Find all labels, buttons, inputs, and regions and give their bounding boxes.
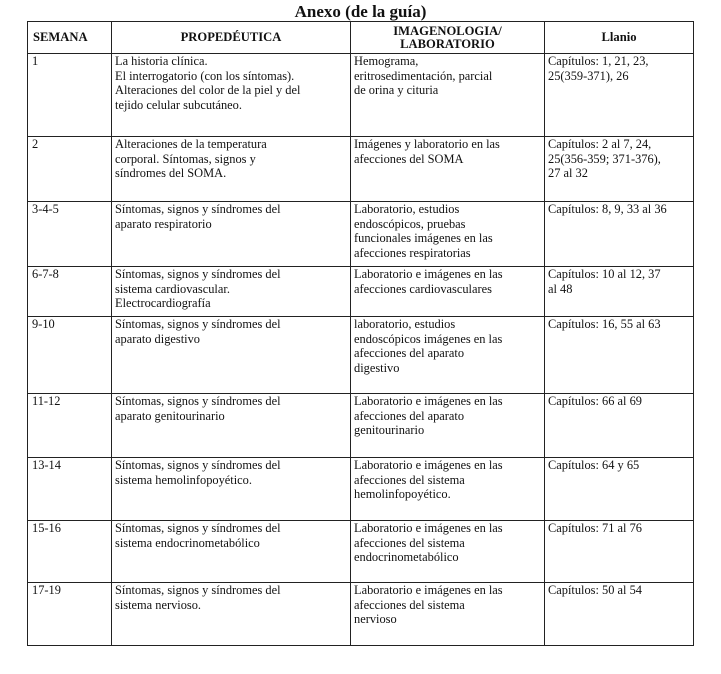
cell-imagenologia-line: Laboratorio, estudios — [354, 202, 460, 216]
cell-imagenologia-line: eritrosedimentación, parcial — [354, 68, 493, 83]
cell-imagenologia-line: afecciones del aparato — [354, 346, 465, 361]
cell-propedeutica — [112, 583, 351, 646]
cell-imagenologia — [351, 458, 545, 521]
cell-propedeutica-line: El interrogatorio (con los síntomas). — [115, 68, 295, 83]
cell-llanio — [545, 394, 694, 458]
cell-llanio-line: Capítulos: 1, 21, 23, — [548, 54, 649, 68]
cell-semana: 3-4-5 — [28, 202, 112, 267]
schedule-table — [27, 21, 694, 646]
cell-llanio — [545, 583, 694, 646]
cell-imagenologia-line: Hemograma, — [354, 54, 419, 68]
header-laboratorio-line: LABORATORIO — [400, 36, 495, 51]
cell-semana: 2 — [28, 137, 112, 202]
cell-imagenologia-line: afecciones del SOMA — [354, 151, 464, 166]
cell-imagenologia-line: nervioso — [354, 612, 397, 627]
cell-imagenologia-line: endocrinometabólico — [354, 550, 459, 565]
cell-imagenologia-line: Laboratorio e imágenes en las — [354, 394, 503, 408]
cell-propedeutica-line: tejido celular subcutáneo. — [115, 97, 242, 112]
table-row — [28, 267, 694, 317]
document-title: Anexo (de la guía) — [294, 2, 427, 21]
cell-imagenologia-line: digestivo — [354, 360, 400, 375]
cell-imagenologia — [351, 137, 545, 202]
cell-llanio-line: 25(356-359; 371-376), — [548, 151, 661, 166]
cell-imagenologia-line: endoscópicos imágenes en las — [354, 331, 503, 346]
cell-llanio — [545, 137, 694, 202]
table-row — [28, 137, 694, 202]
cell-propedeutica-line: La historia clínica. — [115, 54, 208, 68]
table-row — [28, 521, 694, 583]
cell-imagenologia-line: laboratorio, estudios — [354, 317, 456, 331]
cell-propedeutica-line: sistema nervioso. — [115, 597, 202, 612]
table-header-row — [28, 22, 694, 54]
cell-propedeutica-line: Síntomas, signos y síndromes del — [115, 521, 281, 535]
cell-imagenologia-line: afecciones del sistema — [354, 472, 465, 487]
cell-imagenologia — [351, 394, 545, 458]
cell-semana: 6-7-8 — [28, 267, 112, 317]
cell-propedeutica-line: Síntomas, signos y síndromes del — [115, 458, 281, 472]
cell-llanio — [545, 267, 694, 317]
cell-imagenologia-line: afecciones del sistema — [354, 597, 465, 612]
cell-imagenologia — [351, 267, 545, 317]
header-imagenologia-line: IMAGENOLOGIA/ — [393, 23, 502, 38]
cell-imagenologia-line: genitourinario — [354, 423, 425, 438]
table-row — [28, 317, 694, 394]
header-llanio: Llanio — [545, 22, 694, 54]
cell-propedeutica — [112, 267, 351, 317]
cell-propedeutica — [112, 137, 351, 202]
cell-llanio-line: 25(359-371), 26 — [548, 68, 629, 83]
cell-propedeutica — [112, 202, 351, 267]
cell-imagenologia-line: Imágenes y laboratorio en las — [354, 137, 500, 151]
cell-llanio-line: Capítulos: 10 al 12, 37 — [548, 267, 661, 281]
cell-imagenologia — [351, 54, 545, 137]
header-imagenologia — [351, 22, 545, 54]
cell-imagenologia — [351, 583, 545, 646]
cell-imagenologia-line: afecciones respiratorias — [354, 245, 471, 260]
table-row — [28, 458, 694, 521]
cell-imagenologia — [351, 317, 545, 394]
cell-llanio — [545, 521, 694, 583]
cell-propedeutica-line: Síntomas, signos y síndromes del — [115, 202, 281, 216]
cell-semana: 13-14 — [28, 458, 112, 521]
cell-semana: 15-16 — [28, 521, 112, 583]
cell-propedeutica-line: Alteraciones del color de la piel y del — [115, 83, 301, 98]
cell-llanio-line: Capítulos: 66 al 69 — [548, 394, 642, 408]
table-body — [28, 54, 694, 646]
cell-imagenologia-line: endoscópicos, pruebas — [354, 216, 466, 231]
cell-imagenologia-line: Laboratorio e imágenes en las — [354, 458, 503, 472]
cell-propedeutica-line: corporal. Síntomas, signos y — [115, 151, 256, 166]
cell-semana: 11-12 — [28, 394, 112, 458]
cell-propedeutica-line: sistema hemolinfopoyético. — [115, 472, 252, 487]
cell-propedeutica-line: Síntomas, signos y síndromes del — [115, 583, 281, 597]
cell-imagenologia-line: afecciones del aparato — [354, 408, 465, 423]
cell-llanio-line: Capítulos: 2 al 7, 24, — [548, 137, 652, 151]
table-row — [28, 583, 694, 646]
cell-imagenologia-line: Laboratorio e imágenes en las — [354, 521, 503, 535]
cell-propedeutica-line: Síntomas, signos y síndromes del — [115, 394, 281, 408]
cell-imagenologia-line: de orina y cituria — [354, 83, 439, 98]
cell-imagenologia — [351, 521, 545, 583]
cell-imagenologia-line: hemolinfopoyético. — [354, 487, 451, 502]
cell-propedeutica-line: sistema cardiovascular. — [115, 281, 230, 296]
cell-llanio-line: al 48 — [548, 281, 573, 296]
cell-propedeutica-line: Alteraciones de la temperatura — [115, 137, 267, 151]
cell-semana: 1 — [28, 54, 112, 137]
cell-llanio — [545, 458, 694, 521]
cell-imagenologia-line: afecciones cardiovasculares — [354, 281, 492, 296]
cell-propedeutica-line: aparato digestivo — [115, 331, 200, 346]
cell-llanio-line: Capítulos: 50 al 54 — [548, 583, 642, 597]
cell-propedeutica — [112, 394, 351, 458]
cell-imagenologia-line: Laboratorio e imágenes en las — [354, 583, 503, 597]
table-row — [28, 202, 694, 267]
cell-semana: 9-10 — [28, 317, 112, 394]
cell-propedeutica-line: aparato respiratorio — [115, 216, 212, 231]
cell-propedeutica — [112, 458, 351, 521]
table-row — [28, 54, 694, 137]
cell-propedeutica — [112, 521, 351, 583]
cell-imagenologia — [351, 202, 545, 267]
cell-semana: 17-19 — [28, 583, 112, 646]
cell-propedeutica-line: sistema endocrinometabólico — [115, 535, 260, 550]
cell-propedeutica — [112, 54, 351, 137]
cell-propedeutica-line: Electrocardiografía — [115, 296, 211, 311]
cell-llanio-line: Capítulos: 64 y 65 — [548, 458, 640, 472]
cell-llanio-line: 27 al 32 — [548, 166, 588, 181]
cell-propedeutica-line: aparato genitourinario — [115, 408, 225, 423]
cell-imagenologia-line: funcionales imágenes en las — [354, 231, 493, 246]
cell-propedeutica-line: síndromes del SOMA. — [115, 166, 227, 181]
cell-llanio-line: Capítulos: 71 al 76 — [548, 521, 642, 535]
cell-imagenologia-line: Laboratorio e imágenes en las — [354, 267, 503, 281]
cell-propedeutica — [112, 317, 351, 394]
cell-llanio-line: Capítulos: 16, 55 al 63 — [548, 317, 661, 331]
cell-llanio — [545, 202, 694, 267]
header-propedeutica: PROPEDÉUTICA — [112, 22, 351, 54]
cell-llanio — [545, 317, 694, 394]
cell-propedeutica-line: Síntomas, signos y síndromes del — [115, 267, 281, 281]
header-semana: SEMANA — [28, 22, 112, 54]
cell-imagenologia-line: afecciones del sistema — [354, 535, 465, 550]
table-row — [28, 394, 694, 458]
cell-llanio — [545, 54, 694, 137]
cell-llanio-line: Capítulos: 8, 9, 33 al 36 — [548, 202, 667, 216]
cell-propedeutica-line: Síntomas, signos y síndromes del — [115, 317, 281, 331]
